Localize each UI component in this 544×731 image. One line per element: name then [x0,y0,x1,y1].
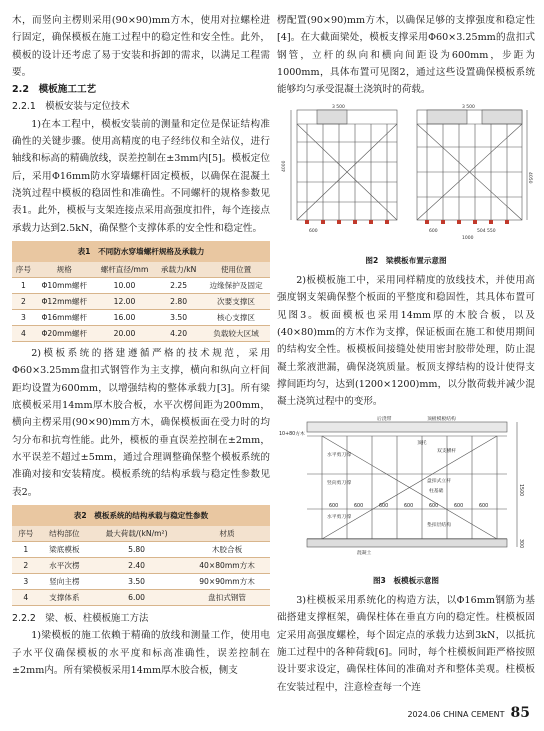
table-row [12,558,270,574]
journal-name: 2024.06 CHINA CEMENT [407,710,505,719]
fig3-label-pad-layer: 垫扣层结构 [427,523,451,529]
table2-cell: 3.50 [89,574,184,590]
table1-header-4: 使用位置 [202,262,270,278]
table1-cell: 3 [12,310,35,326]
table1-header-0: 序号 [12,262,35,278]
table1-cell: 1 [12,278,35,294]
table1-cell: 核心支撑区 [202,310,270,326]
fig3-dim-300: 300 [518,539,523,549]
fig3-label-timber: 10+80方木 [279,432,305,438]
table1-cell: 3.50 [155,310,202,326]
fig3-label-foundation: 柱基础 [429,489,444,495]
table2-cell: 水平次楞 [40,558,89,574]
table2-cell: 梁底模板 [40,542,89,558]
table1-cell: Φ20mm螺杆 [35,326,94,342]
table1-cell: Φ16mm螺杆 [35,310,94,326]
table1-header-3: 承载力/kN [155,262,202,278]
fig3-label-concrete: 混凝土 [357,551,372,557]
table1 [12,262,270,342]
table1-cell: Φ12mm螺杆 [35,294,94,310]
fig2-dim-top-right: 3 500 [462,105,475,111]
table2-header-2: 最大荷载/(kN/m²) [89,526,184,542]
table2-cell: 木胶合板 [184,542,270,558]
fig2-dim-4000: 4000 [282,161,287,173]
table-row [12,574,270,590]
fig2-dim-spacing-right: 600 [429,229,438,235]
table2-header-3: 材质 [184,526,270,542]
fig3-dim-2: 600 [354,504,364,510]
beam-formwork-diagram [277,102,535,242]
table1-cell: Φ10mm螺杆 [35,278,94,294]
fig3-label-post-cast-strip: 后浇带 [377,417,392,423]
fig2-dim-top-left: 3 500 [332,105,345,111]
table2-cell: 1 [12,542,40,558]
table-row [12,590,270,606]
table1-cell: 12.00 [94,294,155,310]
section-heading-2-2-2: 2.2.2 梁、板、柱模板施工方法 [12,613,149,625]
paragraph-5: 3)柱模板采用系统化的构造方法，以Φ16mm钢筋为基础搭建支撑框架，确保柱体在垂直方向的稳定性。柱模板固定采用高强度螺栓，每个固定点的承载力达到3kN，以抵抗施工过程中的各种荷载[6]。同时，每个柱模板间距严格按照设计要求设定，确保柱体间的准确对齐和整体美观。柱模板在安装过程中，注意检查每一个连 [277,595,535,693]
table2-cell: 6.00 [89,590,184,606]
table1-header-2: 螺杆直径/mm [94,262,155,278]
table-row [12,310,270,326]
table2-cell: 40×80mm方木 [184,558,270,574]
table1-cell: 次要支撑区 [202,294,270,310]
fig3-label-jack: 顶托 [417,441,427,447]
figure-3-caption: 图3 板模板示意图 [372,575,440,585]
paragraph-2: 2)模板系统的搭建遵循严格的技术规范，采用Φ60×3.25mm盘扣式钢管作为主支撑，横向和纵向立杆间距均设置为600mm，以增强结构的整体承载力[3]。所有梁底模板采用14mm厚木胶合板，水平次楞间距为200mm，横向主楞采用(90×90)mm方木，确保模板面在受力时的均匀分布和抗弯性能。此外，模板的垂直误差控制在±2mm，水平误差不超过±5mm，通过合理调整确保整个模板系统的准确对接和安装精度。模板系统的结构承载与稳定性参数见表2。 [12,348,270,498]
table2-cell: 盘扣式钢管 [184,590,270,606]
fig3-dim-3: 600 [379,504,389,510]
fig2-dim-spacing-left: 600 [309,229,318,235]
table2-header-0: 序号 [12,526,40,542]
fig2-dim-504: 504 550 [477,229,496,235]
table-row [12,542,270,558]
table-row [12,326,270,342]
table-row [12,278,270,294]
table1-cell: 2.80 [155,294,202,310]
table2-cell: 2.40 [89,558,184,574]
fig2-dim-4050: 4050 [527,172,532,184]
table1-cell: 2 [12,294,35,310]
slab-formwork-diagram [277,414,535,562]
fig3-dim-1: 600 [329,504,339,510]
fig3-dim-4: 600 [404,504,414,510]
fig3-label-pole: 盘扣式立杆 [427,479,451,485]
fig3-dim-5: 600 [429,504,439,510]
section-heading-2-2: 2.2 模板施工工艺 [12,84,97,96]
table2-cell: 竖向主楞 [40,574,89,590]
right-top-paragraph: 楞配置(90×90)mm方木，以确保足够的支撑强度和稳定性[4]。在大截面梁处，模板支撑采用Φ60×3.25mm的盘扣式钢管，立杆的纵向和横向间距设为600mm，步距为1000mm，具体布置可见图2，通过这些设置确保模板系统能够均匀承受混凝土浇筑时的荷载。 [277,15,535,96]
page-number: 85 [510,705,530,721]
figure-2 [277,102,535,269]
table1-cell: 16.00 [94,310,155,326]
table2 [12,526,270,606]
table2-cell: 3 [12,574,40,590]
right-column [277,12,535,696]
table2-cell: 5.80 [89,542,184,558]
figure-3 [277,414,535,589]
page-footer [407,705,530,721]
fig3-dim-1500: 1500 [518,484,523,497]
figure-2-caption: 图2 梁模板布置示意图 [365,255,447,265]
table1-cell: 负载较大区域 [202,326,270,342]
fig3-label-horizontal-brace-2: 水平剪刀撑 [327,515,351,521]
fig3-label-horizontal-brace: 水平剪刀撑 [327,453,351,459]
table2-header-1: 结构部位 [40,526,89,542]
intro-paragraph: 木，而竖向主楞则采用(90×90)mm方木，使用对拉螺栓进行固定，确保模板在施工过程中的稳定性和安全性。此外，模板的设计还考虑了易于安装和拆卸的需求，以满足工程需要。 [12,15,270,78]
table1-cell: 边缘保护及固定 [202,278,270,294]
fig3-label-vertical-brace: 竖向剪刀撑 [327,481,351,487]
table-row [12,294,270,310]
table1-cell: 2.25 [155,278,202,294]
fig3-label-top-slab: 顶板模板结构 [427,417,456,423]
paragraph-1: 1)在本工程中，模板安装前的测量和定位是保证结构准确性的关键步骤。使用高精度的电子经纬仪和全站仪，进行轴线和标高的精确放线，误差控制在±3mm内[5]。模板定位后，采用Φ16mm防水穿墙螺杆固定模板，以确保在混凝土浇筑过程中模板的稳固性和准确性。不同螺杆的规格参数见表1。此外，模板与支架连接点采用高强度扣件，每个连接点承载力达到2.5kN，确保整个支撑体系的安全性和稳定性。 [12,118,270,234]
table1-cell: 4.20 [155,326,202,342]
fig3-label-double-beam: 双支横杆 [437,449,457,455]
table2-cell: 4 [12,590,40,606]
fig3-dim-6: 600 [454,504,464,510]
table1-header-1: 规格 [35,262,94,278]
fig2-dim-1000: 1000 [462,236,474,242]
paragraph-4: 2)板模板施工中，采用同样精度的放线技术，并使用高强度钢支架确保整个板面的平整度和稳固性，其具体布置可见图3。板面模板也采用14mm厚的木胶合板，以及(40×80)mm的方木作为支撑，保证板面在施工和使用期间的结构安全性。板模板间接缝处使用密封胶带处理，防止混凝土浆液泄漏，确保浇筑质量。板顶支撑结构的设计使得支撑间距均匀，达到(1200×1200)mm，以分散荷载并减少混凝土浇筑过程中的变形。 [277,275,535,408]
paragraph-3: 1)梁模板的施工依赖于精确的放线和测量工作，使用电子水平仪确保模板的水平度和标高准确性，误差控制在±2mm内。所有梁模板采用14mm厚木胶合板，侧支 [12,630,270,677]
table1-cell: 20.00 [94,326,155,342]
table1-caption: 表1 不同防水穿墙螺杆规格及承载力 [12,241,270,262]
table2-cell: 支撑体系 [40,590,89,606]
left-column [12,12,270,679]
table2-cell: 90×90mm方木 [184,574,270,590]
table1-cell: 4 [12,326,35,342]
table1-cell: 10.00 [94,278,155,294]
table2-cell: 2 [12,558,40,574]
table2-caption: 表2 模板系统的结构承载与稳定性参数 [12,505,270,526]
section-heading-2-2-1: 2.2.1 模板安装与定位技术 [12,101,130,113]
fig3-dim-7: 600 [479,504,489,510]
